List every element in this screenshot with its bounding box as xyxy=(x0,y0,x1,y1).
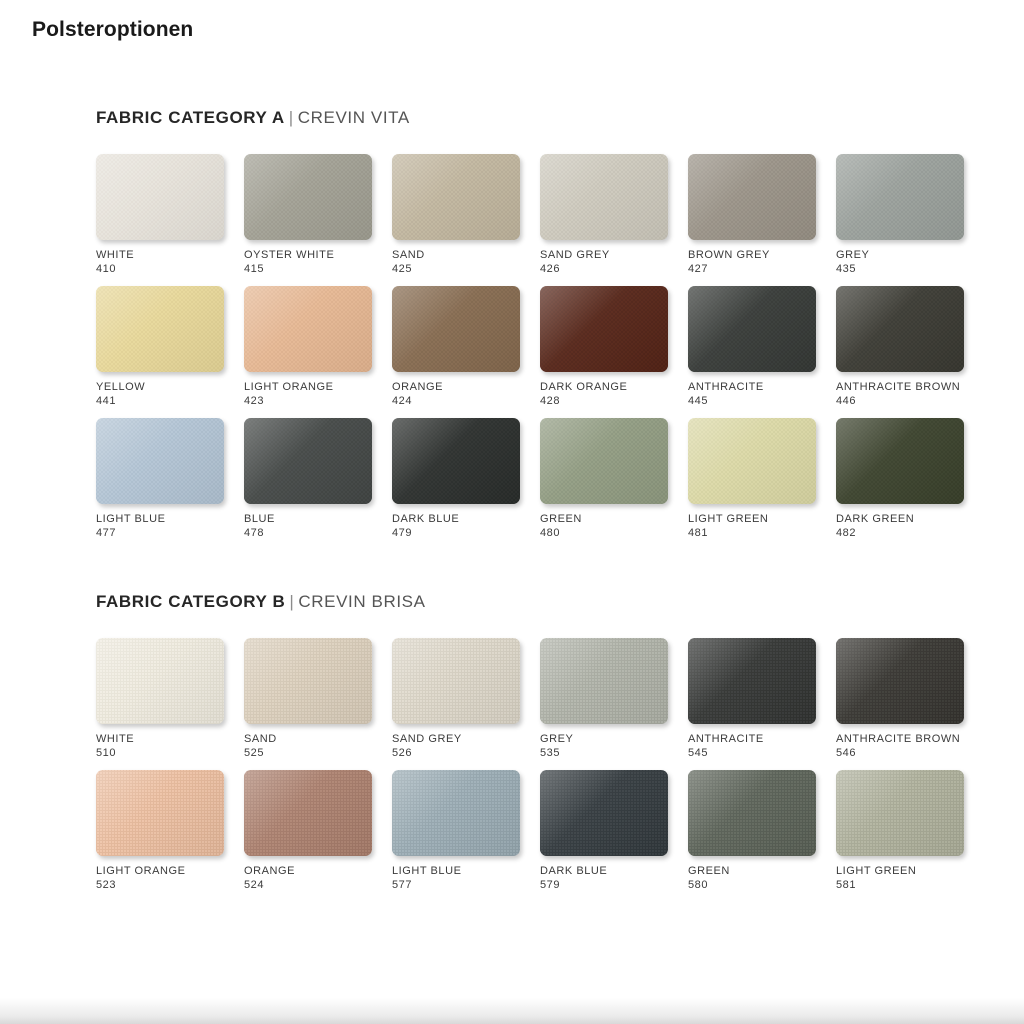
swatch-code: 526 xyxy=(392,746,413,759)
fabric-swatch[interactable] xyxy=(836,770,964,856)
swatch-name: DARK BLUE xyxy=(392,513,460,525)
section-b-header xyxy=(96,592,996,612)
swatch-sheen xyxy=(96,770,224,856)
swatch-name: LIGHT BLUE xyxy=(96,513,166,525)
swatch-code: 478 xyxy=(244,526,265,539)
fabric-swatch[interactable] xyxy=(244,286,372,372)
section-a-collection: CREVIN VITA xyxy=(297,108,410,127)
swatch-cell[interactable] xyxy=(836,770,984,892)
swatch-name: ANTHRACITE BROWN xyxy=(836,733,961,745)
swatch-code: 580 xyxy=(688,878,709,891)
section-a-swatch-grid xyxy=(96,154,996,550)
swatch-code: 482 xyxy=(836,526,857,539)
swatch-name: WHITE xyxy=(96,733,135,745)
swatch-sheen xyxy=(836,286,964,372)
swatch-code: 423 xyxy=(244,394,265,407)
swatch-sheen xyxy=(540,154,668,240)
swatch-cell[interactable] xyxy=(540,286,688,408)
swatch-name: ANTHRACITE xyxy=(688,381,764,393)
swatch-sheen xyxy=(392,154,520,240)
swatch-name: ORANGE xyxy=(392,381,443,393)
page-title: Polsteroptionen xyxy=(32,18,194,41)
swatch-cell[interactable] xyxy=(836,154,984,276)
swatch-cell[interactable] xyxy=(244,418,392,540)
fabric-swatch[interactable] xyxy=(96,418,224,504)
swatch-code: 441 xyxy=(96,394,117,407)
swatch-name: SAND GREY xyxy=(540,249,610,261)
swatch-sheen xyxy=(392,418,520,504)
fabric-section-a xyxy=(96,108,996,550)
swatch-cell[interactable] xyxy=(244,154,392,276)
section-a-header xyxy=(96,108,996,128)
fabric-swatch[interactable] xyxy=(540,638,668,724)
swatch-cell[interactable] xyxy=(540,154,688,276)
swatch-sheen xyxy=(688,770,816,856)
swatch-cell[interactable] xyxy=(688,154,836,276)
swatch-sheen xyxy=(392,638,520,724)
swatch-name: YELLOW xyxy=(96,381,146,393)
fabric-swatch[interactable] xyxy=(836,638,964,724)
swatch-name: WHITE xyxy=(96,249,135,261)
swatch-cell[interactable] xyxy=(540,418,688,540)
swatch-code: 425 xyxy=(392,262,413,275)
fabric-swatch[interactable] xyxy=(688,286,816,372)
section-b-swatch-grid xyxy=(96,638,996,902)
fabric-swatch[interactable] xyxy=(540,286,668,372)
swatch-cell[interactable] xyxy=(96,418,244,540)
swatch-name: ORANGE xyxy=(244,865,295,877)
swatch-cell[interactable] xyxy=(540,770,688,892)
fabric-swatch[interactable] xyxy=(540,418,668,504)
swatch-name: SAND GREY xyxy=(392,733,462,745)
swatch-cell[interactable] xyxy=(836,286,984,408)
section-b-category: FABRIC CATEGORY B xyxy=(96,592,286,611)
swatch-code: 579 xyxy=(540,878,561,891)
swatch-sheen xyxy=(836,154,964,240)
swatch-name: OYSTER WHITE xyxy=(244,249,335,261)
swatch-cell[interactable] xyxy=(244,638,392,760)
swatch-code: 481 xyxy=(688,526,709,539)
swatch-code: 428 xyxy=(540,394,561,407)
fabric-swatch[interactable] xyxy=(540,154,668,240)
swatch-name: LIGHT GREEN xyxy=(688,513,769,525)
swatch-name: GREY xyxy=(540,733,574,745)
swatch-code: 426 xyxy=(540,262,561,275)
fabric-swatch[interactable] xyxy=(688,418,816,504)
swatch-cell[interactable] xyxy=(392,154,540,276)
swatch-cell[interactable] xyxy=(96,286,244,408)
swatch-name: LIGHT GREEN xyxy=(836,865,917,877)
swatch-code: 581 xyxy=(836,878,857,891)
swatch-name: LIGHT BLUE xyxy=(392,865,462,877)
swatch-cell[interactable] xyxy=(688,286,836,408)
swatch-code: 525 xyxy=(244,746,265,759)
swatch-name: GREEN xyxy=(688,865,730,877)
fabric-swatch[interactable] xyxy=(540,770,668,856)
swatch-code: 480 xyxy=(540,526,561,539)
swatch-code: 546 xyxy=(836,746,857,759)
swatch-sheen xyxy=(836,418,964,504)
swatch-sheen xyxy=(688,286,816,372)
fabric-swatch[interactable] xyxy=(688,154,816,240)
swatch-sheen xyxy=(244,418,372,504)
swatch-code: 445 xyxy=(688,394,709,407)
swatch-sheen xyxy=(244,154,372,240)
swatch-sheen xyxy=(540,418,668,504)
swatch-sheen xyxy=(244,638,372,724)
swatch-cell[interactable] xyxy=(836,638,984,760)
swatch-name: DARK BLUE xyxy=(540,865,608,877)
swatch-sheen xyxy=(244,286,372,372)
fabric-swatch[interactable] xyxy=(688,638,816,724)
swatch-sheen xyxy=(688,154,816,240)
swatch-cell[interactable] xyxy=(392,286,540,408)
swatch-sheen xyxy=(392,770,520,856)
section-a-separator: | xyxy=(288,108,294,127)
fabric-swatch[interactable] xyxy=(96,638,224,724)
swatch-code: 510 xyxy=(96,746,117,759)
section-a-category: FABRIC CATEGORY A xyxy=(96,108,285,127)
swatch-sheen xyxy=(244,770,372,856)
swatch-cell[interactable] xyxy=(96,770,244,892)
fabric-swatch[interactable] xyxy=(96,286,224,372)
swatch-sheen xyxy=(96,286,224,372)
swatch-name: DARK GREEN xyxy=(836,513,915,525)
fabric-swatch[interactable] xyxy=(244,418,372,504)
fabric-sections xyxy=(96,108,996,912)
swatch-name: SAND xyxy=(244,733,277,745)
swatch-code: 577 xyxy=(392,878,413,891)
swatch-sheen xyxy=(688,418,816,504)
swatch-sheen xyxy=(836,638,964,724)
swatch-name: ANTHRACITE xyxy=(688,733,764,745)
swatch-cell[interactable] xyxy=(392,638,540,760)
swatch-code: 535 xyxy=(540,746,561,759)
swatch-code: 545 xyxy=(688,746,709,759)
swatch-name: LIGHT ORANGE xyxy=(244,381,334,393)
swatch-code: 523 xyxy=(96,878,117,891)
fabric-swatch[interactable] xyxy=(392,770,520,856)
section-b-collection: CREVIN BRISA xyxy=(298,592,426,611)
swatch-code: 446 xyxy=(836,394,857,407)
fabric-swatch[interactable] xyxy=(392,286,520,372)
fabric-swatch[interactable] xyxy=(96,770,224,856)
swatch-sheen xyxy=(540,770,668,856)
swatch-sheen xyxy=(836,770,964,856)
fabric-swatch[interactable] xyxy=(836,154,964,240)
swatch-cell[interactable] xyxy=(688,770,836,892)
swatch-cell[interactable] xyxy=(836,418,984,540)
swatch-cell[interactable] xyxy=(540,638,688,760)
swatch-name: LIGHT ORANGE xyxy=(96,865,186,877)
fabric-swatch[interactable] xyxy=(392,418,520,504)
swatch-code: 435 xyxy=(836,262,857,275)
page-bottom-fade xyxy=(0,998,1024,1024)
swatch-code: 479 xyxy=(392,526,413,539)
swatch-name: GREY xyxy=(836,249,870,261)
swatch-sheen xyxy=(540,286,668,372)
swatch-sheen xyxy=(96,638,224,724)
fabric-swatch[interactable] xyxy=(392,638,520,724)
swatch-code: 427 xyxy=(688,262,709,275)
swatch-code: 424 xyxy=(392,394,413,407)
fabric-section-b xyxy=(96,592,996,902)
swatch-name: SAND xyxy=(392,249,425,261)
swatch-code: 415 xyxy=(244,262,265,275)
fabric-swatch[interactable] xyxy=(688,770,816,856)
fabric-swatch[interactable] xyxy=(244,154,372,240)
swatch-cell[interactable] xyxy=(244,770,392,892)
swatch-cell[interactable] xyxy=(392,418,540,540)
swatch-sheen xyxy=(96,418,224,504)
swatch-sheen xyxy=(688,638,816,724)
swatch-sheen xyxy=(96,154,224,240)
fabric-swatch[interactable] xyxy=(244,638,372,724)
fabric-swatch[interactable] xyxy=(836,418,964,504)
swatch-name: GREEN xyxy=(540,513,582,525)
swatch-cell[interactable] xyxy=(96,638,244,760)
swatch-cell[interactable] xyxy=(688,638,836,760)
swatch-name: ANTHRACITE BROWN xyxy=(836,381,961,393)
swatch-cell[interactable] xyxy=(244,286,392,408)
swatch-sheen xyxy=(392,286,520,372)
swatch-cell[interactable] xyxy=(96,154,244,276)
fabric-swatch[interactable] xyxy=(392,154,520,240)
swatch-name: BROWN GREY xyxy=(688,249,770,261)
swatch-sheen xyxy=(540,638,668,724)
swatch-cell[interactable] xyxy=(392,770,540,892)
swatch-name: BLUE xyxy=(244,513,275,525)
swatch-code: 524 xyxy=(244,878,265,891)
swatch-cell[interactable] xyxy=(688,418,836,540)
fabric-swatch[interactable] xyxy=(244,770,372,856)
swatch-code: 477 xyxy=(96,526,117,539)
fabric-swatch[interactable] xyxy=(96,154,224,240)
swatch-code: 410 xyxy=(96,262,117,275)
fabric-swatch[interactable] xyxy=(836,286,964,372)
section-b-separator: | xyxy=(289,592,295,611)
swatch-name: DARK ORANGE xyxy=(540,381,628,393)
